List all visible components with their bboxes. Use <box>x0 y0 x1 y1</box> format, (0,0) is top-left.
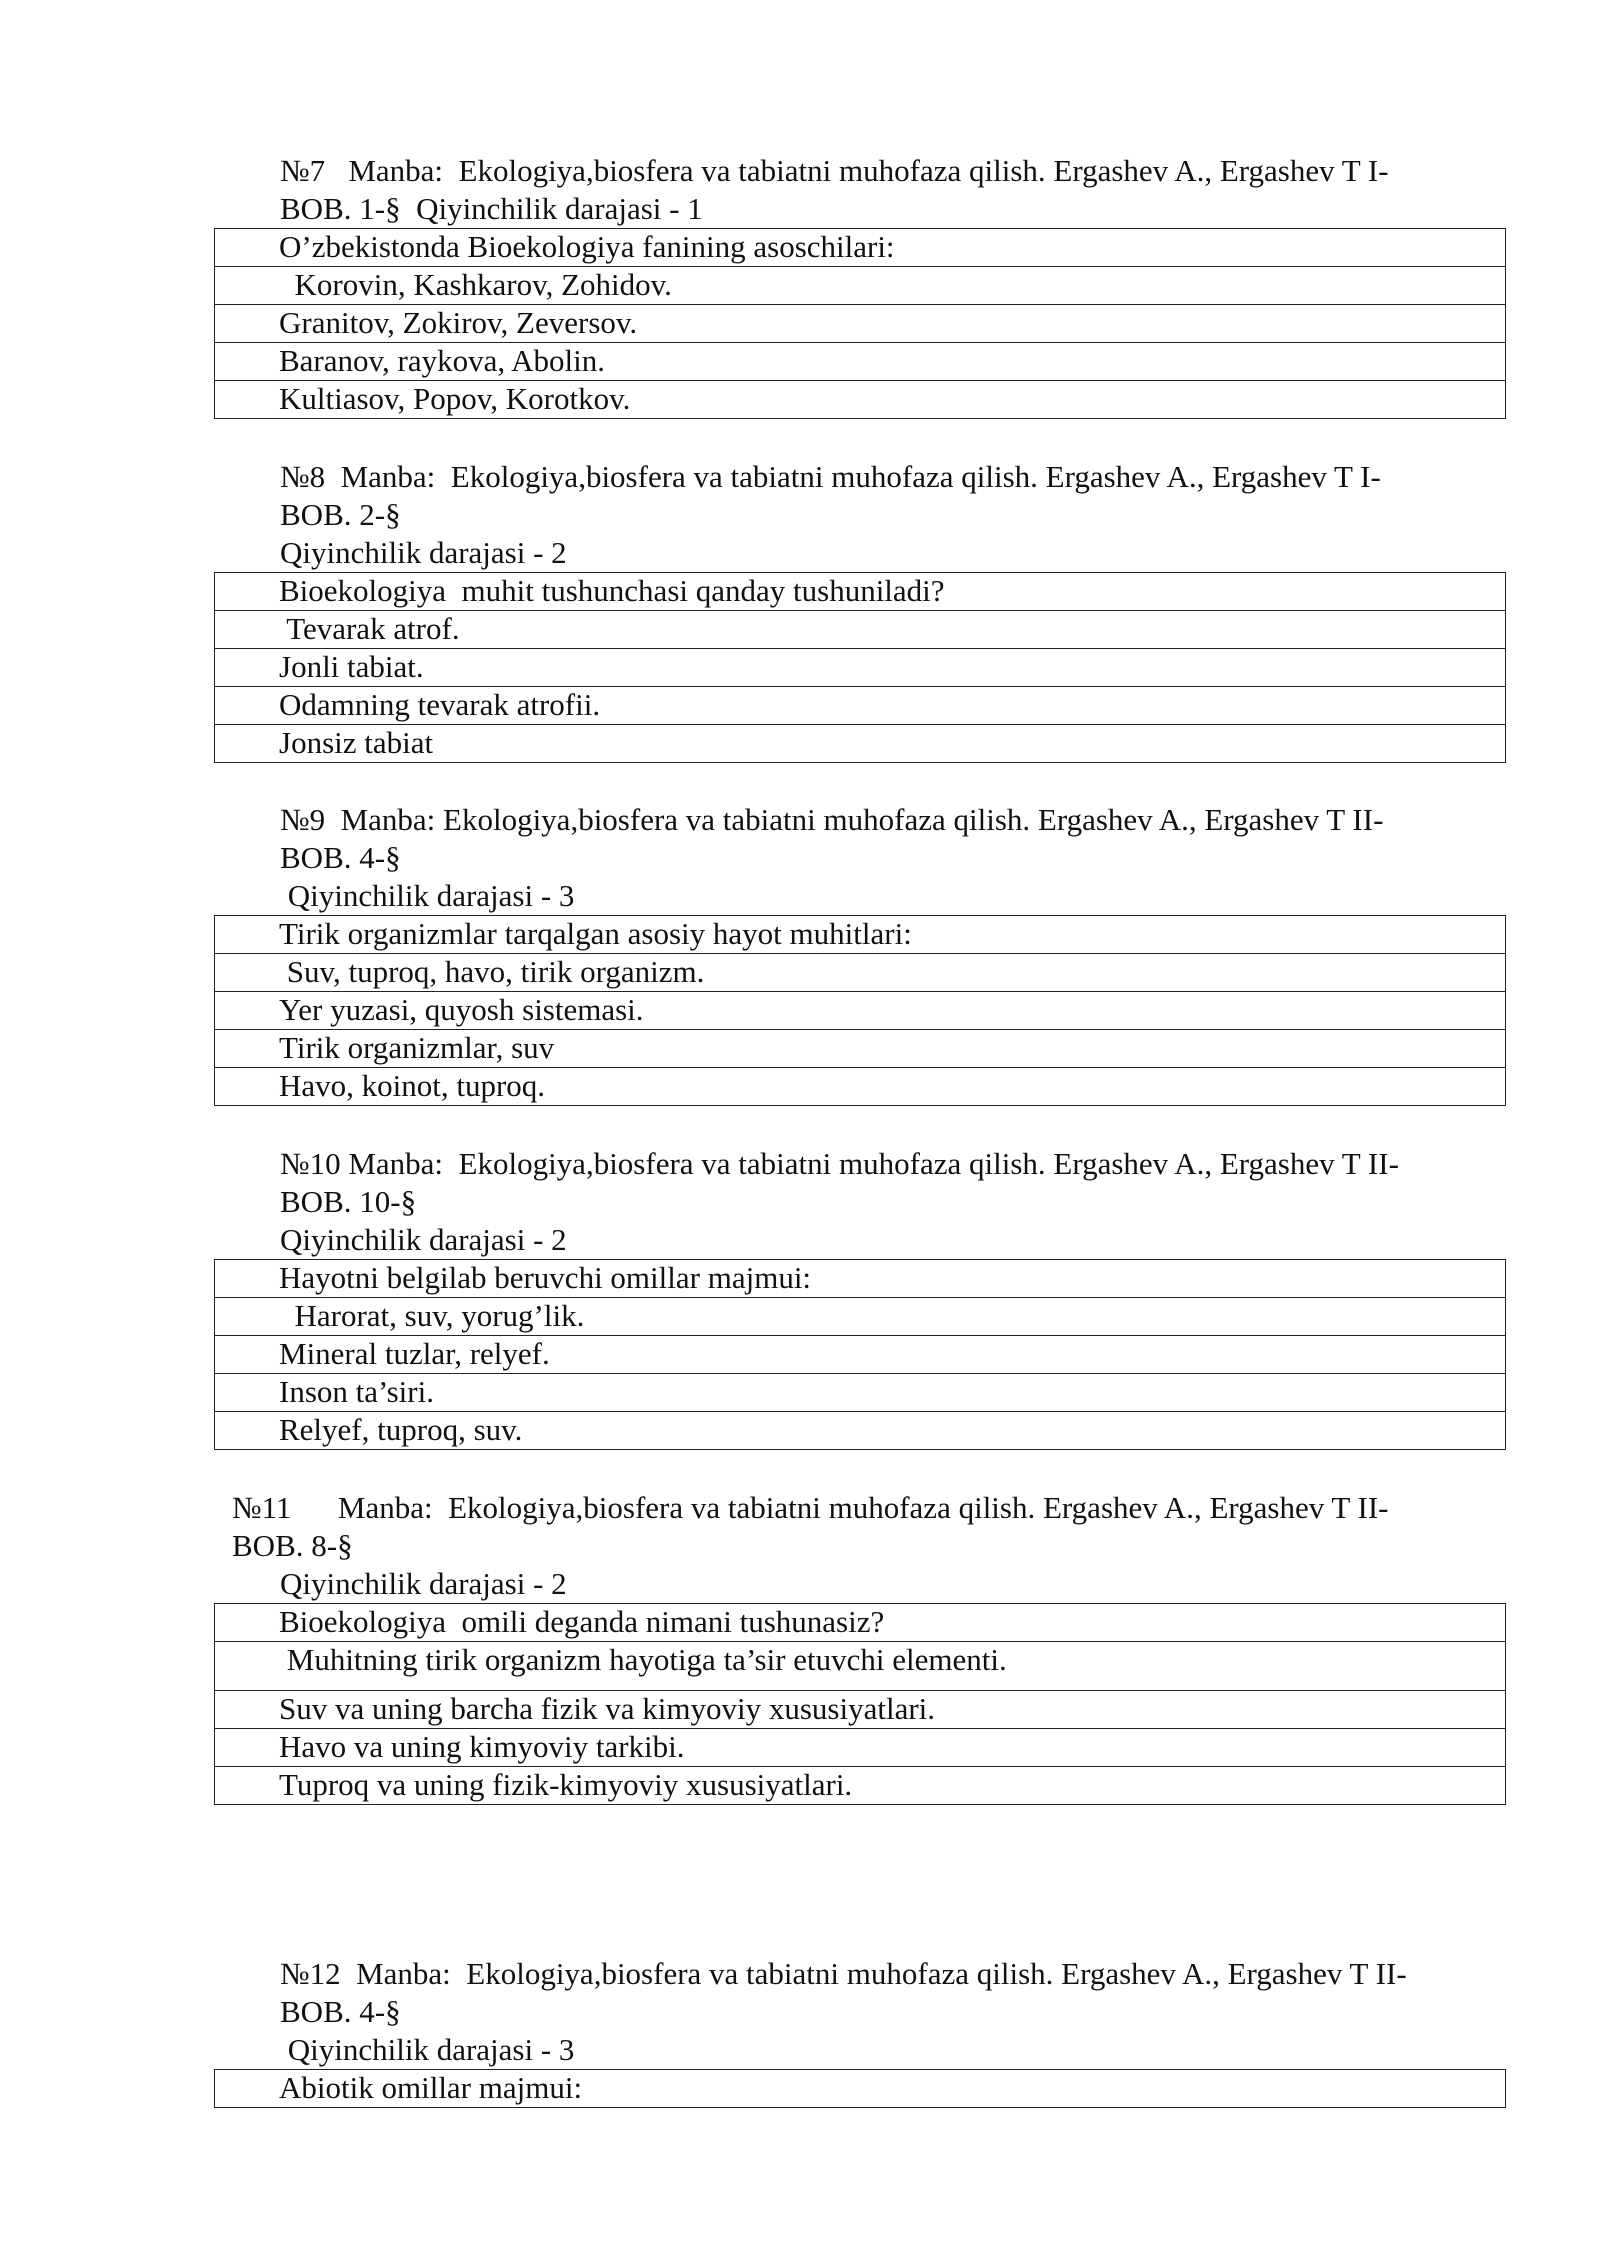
header-line: BOB. 2-§ <box>280 497 401 532</box>
question-table <box>214 1603 1506 1805</box>
answer-option: Suv va uning barcha fizik va kimyoviy xususiyatlari. <box>215 1691 1506 1729</box>
question-header <box>232 1489 1480 1603</box>
header-line: №10 Manba: Ekologiya,biosfera va tabiatni muhofaza qilish. Ergashev A., Ergashev T II- <box>280 1146 1399 1181</box>
question-text: Bioekologiya omili deganda nimani tushunasiz? <box>215 1604 1506 1642</box>
question-block-8 <box>0 458 1600 763</box>
header-line: BOB. 4-§ <box>280 840 401 875</box>
answer-option: Inson ta’siri. <box>215 1374 1506 1412</box>
answer-option: Havo, koinot, tuproq. <box>215 1068 1506 1106</box>
header-line: Qiyinchilik darajasi - 2 <box>280 535 567 570</box>
header-line: №7 Manba: Ekologiya,biosfera va tabiatni muhofaza qilish. Ergashev A., Ergashev T I- <box>280 153 1389 188</box>
question-block-10 <box>0 1145 1600 1450</box>
question-header <box>280 801 1480 915</box>
question-table <box>214 2069 1506 2108</box>
question-text: Abiotik omillar majmui: <box>215 2070 1506 2108</box>
question-header <box>280 152 1480 228</box>
answer-option: Tevarak atrof. <box>215 611 1506 649</box>
question-table <box>214 228 1506 419</box>
answer-option: Kultiasov, Popov, Korotkov. <box>215 381 1506 419</box>
answer-option: Jonli tabiat. <box>215 649 1506 687</box>
question-table <box>214 572 1506 763</box>
header-line: Qiyinchilik darajasi - 3 <box>280 878 575 913</box>
answer-option: Korovin, Kashkarov, Zohidov. <box>215 267 1506 305</box>
question-text: Tirik organizmlar tarqalgan asosiy hayot muhitlari: <box>215 916 1506 954</box>
header-line: BOB. 10-§ <box>280 1184 417 1219</box>
answer-option: Granitov, Zokirov, Zeversov. <box>215 305 1506 343</box>
answer-option: Relyef, tuproq, suv. <box>215 1412 1506 1450</box>
question-block-11 <box>0 1489 1600 1805</box>
question-block-7 <box>0 152 1600 419</box>
header-line: Qiyinchilik darajasi - 3 <box>280 2032 575 2067</box>
answer-option: Suv, tuproq, havo, tirik organizm. <box>215 954 1506 992</box>
question-table <box>214 1259 1506 1450</box>
question-text: O’zbekistonda Bioekologiya fanining asoschilari: <box>215 229 1506 267</box>
question-text: Hayotni belgilab beruvchi omillar majmui: <box>215 1260 1506 1298</box>
header-line: №11 Manba: Ekologiya,biosfera va tabiatni muhofaza qilish. Ergashev A., Ergashev T II- <box>232 1490 1389 1525</box>
header-line: №8 Manba: Ekologiya,biosfera va tabiatni muhofaza qilish. Ergashev A., Ergashev T I- <box>280 459 1381 494</box>
question-header <box>280 1145 1480 1259</box>
answer-option: Muhitning tirik organizm hayotiga ta’sir etuvchi elementi. <box>215 1642 1506 1691</box>
header-line: BOB. 8-§ <box>232 1528 353 1563</box>
header-line: BOB. 1-§ Qiyinchilik darajasi - 1 <box>280 191 703 226</box>
answer-option: Jonsiz tabiat <box>215 725 1506 763</box>
header-line: Qiyinchilik darajasi - 2 <box>280 1566 567 1601</box>
question-text: Bioekologiya muhit tushunchasi qanday tushuniladi? <box>215 573 1506 611</box>
answer-option: Tuproq va uning fizik-kimyoviy xususiyatlari. <box>215 1767 1506 1805</box>
answer-option: Odamning tevarak atrofii. <box>215 687 1506 725</box>
header-line: BOB. 4-§ <box>280 1994 401 2029</box>
question-table <box>214 915 1506 1106</box>
answer-option: Baranov, raykova, Abolin. <box>215 343 1506 381</box>
question-block-12 <box>0 1955 1600 2108</box>
question-block-9 <box>0 801 1600 1106</box>
answer-option: Mineral tuzlar, relyef. <box>215 1336 1506 1374</box>
header-line: №9 Manba: Ekologiya,biosfera va tabiatni muhofaza qilish. Ergashev A., Ergashev T II- <box>280 802 1384 837</box>
answer-option: Harorat, suv, yorug’lik. <box>215 1298 1506 1336</box>
answer-option: Havo va uning kimyoviy tarkibi. <box>215 1729 1506 1767</box>
header-line: №12 Manba: Ekologiya,biosfera va tabiatni muhofaza qilish. Ergashev A., Ergashev T II- <box>280 1956 1407 1991</box>
question-header <box>280 458 1480 572</box>
answer-option: Yer yuzasi, quyosh sistemasi. <box>215 992 1506 1030</box>
header-line: Qiyinchilik darajasi - 2 <box>280 1222 567 1257</box>
answer-option: Tirik organizmlar, suv <box>215 1030 1506 1068</box>
question-header <box>280 1955 1480 2069</box>
